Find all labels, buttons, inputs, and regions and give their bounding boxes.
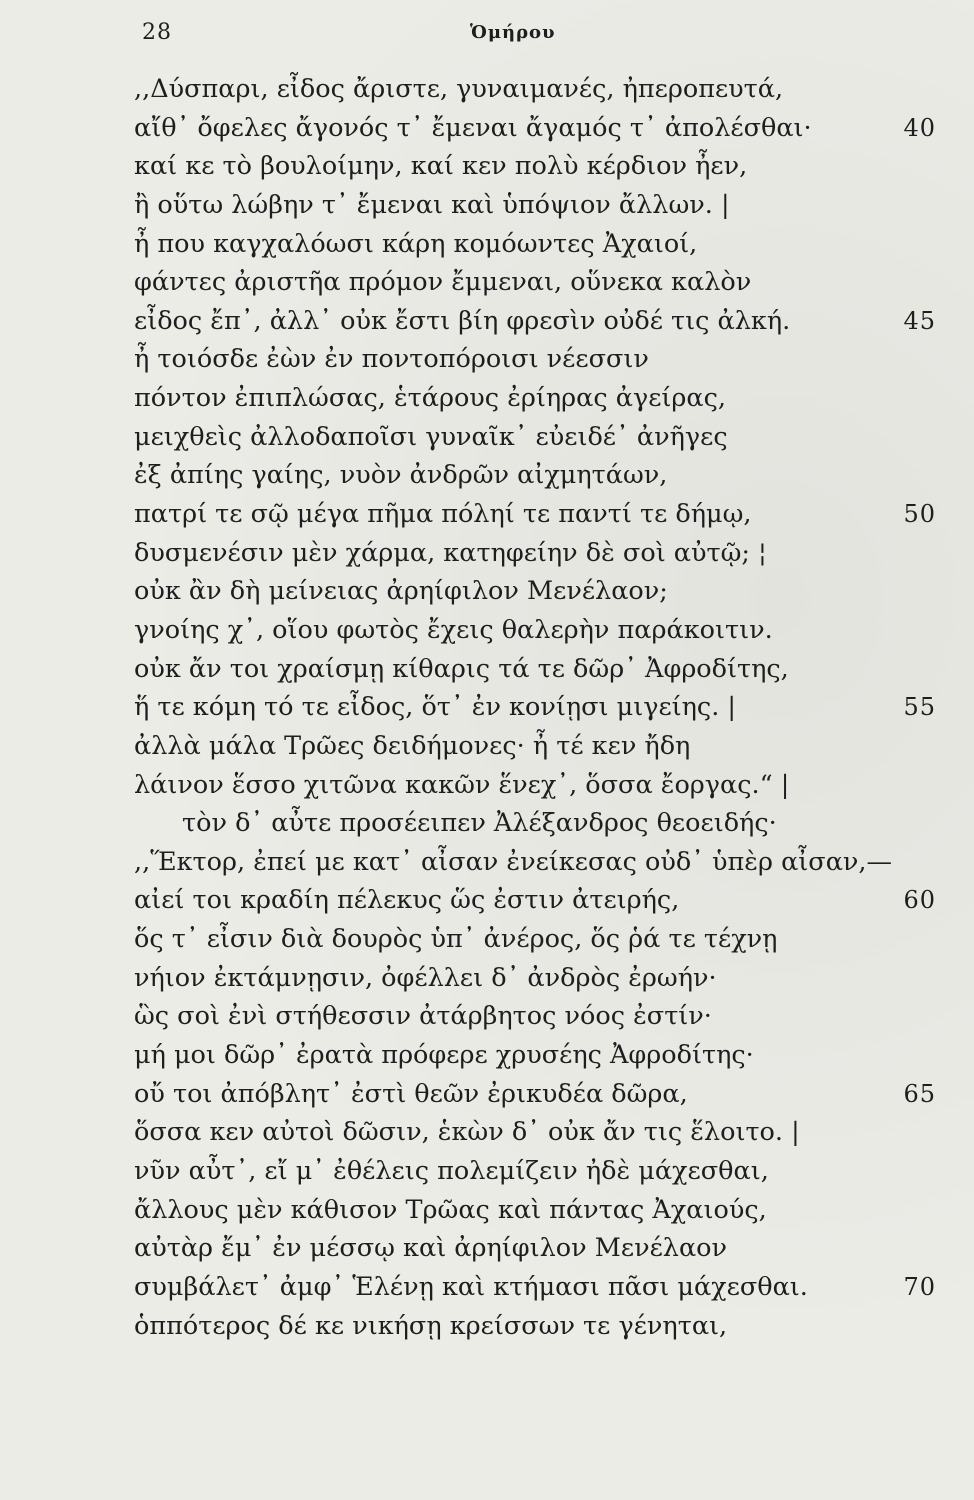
verse-line bbox=[0, 263, 974, 302]
verse-line bbox=[0, 881, 974, 920]
line-number: 45 bbox=[903, 306, 936, 335]
verse-line bbox=[0, 147, 974, 186]
verse-line bbox=[0, 766, 974, 805]
verse-text: ἢ οὕτω λώβην τ᾽ ἔμεναι καὶ ὑπόψιον ἄλλων. | bbox=[134, 189, 730, 220]
line-number: 60 bbox=[903, 886, 936, 915]
verse-text: αὐτὰρ ἔμ᾽ ἐν μέσσῳ καὶ ἀρηίφιλον Μενέλαον bbox=[134, 1233, 728, 1264]
line-number: 50 bbox=[903, 500, 936, 529]
verse-text: αἰεί τοι κραδίη πέλεκυς ὥς ἐστιν ἀτειρής, bbox=[134, 885, 680, 916]
verse-line bbox=[0, 495, 974, 534]
verse-line bbox=[0, 1152, 974, 1191]
verse-line bbox=[0, 572, 974, 611]
verse-line bbox=[0, 804, 974, 843]
verse-text: ὅσσα κεν αὐτοὶ δῶσιν, ἑκὼν δ᾽ οὐκ ἄν τις ἕλοιτο. | bbox=[134, 1117, 800, 1148]
verse-line bbox=[0, 379, 974, 418]
verse-text: ἀλλὰ μάλα Τρῶες δειδήμονες· ἦ τέ κεν ἤδη bbox=[134, 730, 691, 761]
verse-line bbox=[0, 70, 974, 109]
verse-text: πόντον ἐπιπλώσας, ἑτάρους ἐρίηρας ἀγείρας, bbox=[134, 383, 727, 414]
verse-text: καί κε τὸ βουλοίμην, καί κεν πολὺ κέρδιον ἦεν, bbox=[134, 151, 748, 182]
verse-text: οὔ τοι ἀπόβλητ᾽ ἐστὶ θεῶν ἐρικυδέα δῶρα, bbox=[134, 1078, 688, 1109]
verse-text: ἐξ ἀπίης γαίης, νυὸν ἀνδρῶν αἰχμητάων, bbox=[134, 460, 668, 491]
verse-line bbox=[0, 688, 974, 727]
verse-text: συμβάλετ᾽ ἀμφ᾽ Ἑλένῃ καὶ κτήμασι πᾶσι μάχεσθαι. bbox=[134, 1271, 808, 1302]
verse-text: ὣς σοὶ ἐνὶ στήθεσσιν ἀτάρβητος νόος ἐστίν· bbox=[134, 1001, 712, 1032]
running-head: Ὁμήρου bbox=[470, 22, 556, 43]
verse-text: δυσμενέσιν μὲν χάρμα, κατηφείην δὲ σοὶ αὐτῷ; ¦ bbox=[134, 537, 767, 568]
verse-line bbox=[0, 843, 974, 882]
verse-line bbox=[0, 959, 974, 998]
verse-text: νήιον ἐκτάμνῃσιν, ὀφέλλει δ᾽ ἀνδρὸς ἐρωήν· bbox=[134, 962, 717, 993]
verse-text: πατρί τε σῷ μέγα πῆμα πόληί τε παντί τε δήμῳ, bbox=[134, 499, 752, 530]
verse-line bbox=[0, 650, 974, 689]
verse-text: ἄλλους μὲν κάθισον Τρῶας καὶ πάντας Ἀχαιούς, bbox=[134, 1194, 767, 1225]
verse-text: ὁππότερος δέ κε νικήσῃ κρείσσων τε γένηται, bbox=[134, 1310, 728, 1341]
verse-line bbox=[0, 997, 974, 1036]
verse-text: μή μοι δῶρ᾽ ἐρατὰ πρόφερε χρυσέης Ἀφροδίτης· bbox=[134, 1040, 754, 1071]
verse-text: λάινον ἕσσο χιτῶνα κακῶν ἕνεχ᾽, ὅσσα ἔοργας.“ | bbox=[134, 769, 790, 800]
line-number: 65 bbox=[903, 1079, 936, 1108]
verse-line bbox=[0, 418, 974, 457]
verse-text: ,,Δύσπαρι, εἶδος ἄριστε, γυναιμανές, ἠπεροπευτά, bbox=[134, 74, 784, 104]
verse-line bbox=[0, 534, 974, 573]
verse-text: οὐκ ἄν τοι χραίσμῃ κίθαρις τά τε δῶρ᾽ Ἀφροδίτης, bbox=[134, 653, 789, 684]
page-number: 28 bbox=[142, 20, 172, 45]
verse-line bbox=[0, 1075, 974, 1114]
verse-line bbox=[0, 1036, 974, 1075]
page-header bbox=[0, 12, 974, 52]
verse-text: μειχθεὶς ἀλλοδαποῖσι γυναῖκ᾽ εὐειδέ᾽ ἀνῆγες bbox=[134, 421, 728, 452]
verse-line bbox=[0, 920, 974, 959]
verse-text: ἦ τοιόσδε ἐὼν ἐν ποντοπόροισι νέεσσιν bbox=[134, 344, 649, 375]
verse-text: φάντες ἀριστῆα πρόμον ἔμμεναι, οὕνεκα καλὸν bbox=[134, 267, 752, 298]
verse-line bbox=[0, 302, 974, 341]
verse-text: εἶδος ἔπ᾽, ἀλλ᾽ οὐκ ἔστι βίη φρεσὶν οὐδέ τις ἀλκή. bbox=[134, 305, 791, 336]
verse-text: ἦ που καγχαλόωσι κάρη κομόωντες Ἀχαιοί, bbox=[134, 228, 698, 259]
verse-text: γνοίης χ᾽, οἵου φωτὸς ἔχεις θαλερὴν παράκοιτιν. bbox=[134, 614, 773, 645]
verse-line bbox=[0, 1229, 974, 1268]
line-number: 55 bbox=[903, 693, 936, 722]
verse-text: νῦν αὖτ᾽, εἴ μ᾽ ἐθέλεις πολεμίζειν ἠδὲ μάχεσθαι, bbox=[134, 1155, 769, 1186]
verse-line bbox=[0, 109, 974, 148]
verse-line bbox=[0, 456, 974, 495]
verse-text: αἴθ᾽ ὄφελες ἄγονός τ᾽ ἔμεναι ἄγαμός τ᾽ ἀπολέσθαι· bbox=[134, 112, 812, 143]
verse-line bbox=[0, 340, 974, 379]
verse-text: τὸν δ᾽ αὖτε προσέειπεν Ἀλέξανδρος θεοειδής· bbox=[182, 808, 777, 839]
verse-text: ἥ τε κόμη τό τε εἶδος, ὅτ᾽ ἐν κονίῃσι μιγείης. | bbox=[134, 692, 737, 723]
verse-text: ὅς τ᾽ εἶσιν διὰ δουρὸς ὑπ᾽ ἀνέρος, ὅς ῥά τε τέχνῃ bbox=[134, 924, 778, 955]
verse-block bbox=[0, 70, 974, 1345]
verse-text: ,,Ἕκτορ, ἐπεί με κατ᾽ αἶσαν ἐνείκεσας οὐδ᾽ ὑπὲρ αἶσαν,— bbox=[134, 846, 893, 877]
verse-line bbox=[0, 1113, 974, 1152]
verse-line bbox=[0, 186, 974, 225]
verse-line bbox=[0, 727, 974, 766]
verse-line bbox=[0, 1191, 974, 1230]
line-number: 70 bbox=[903, 1272, 936, 1301]
line-number: 40 bbox=[903, 113, 936, 142]
verse-text: οὐκ ἂν δὴ μείνειας ἀρηίφιλον Μενέλαον; bbox=[134, 576, 668, 607]
verse-line bbox=[0, 611, 974, 650]
verse-line bbox=[0, 225, 974, 264]
verse-line bbox=[0, 1268, 974, 1307]
verse-line bbox=[0, 1307, 974, 1346]
